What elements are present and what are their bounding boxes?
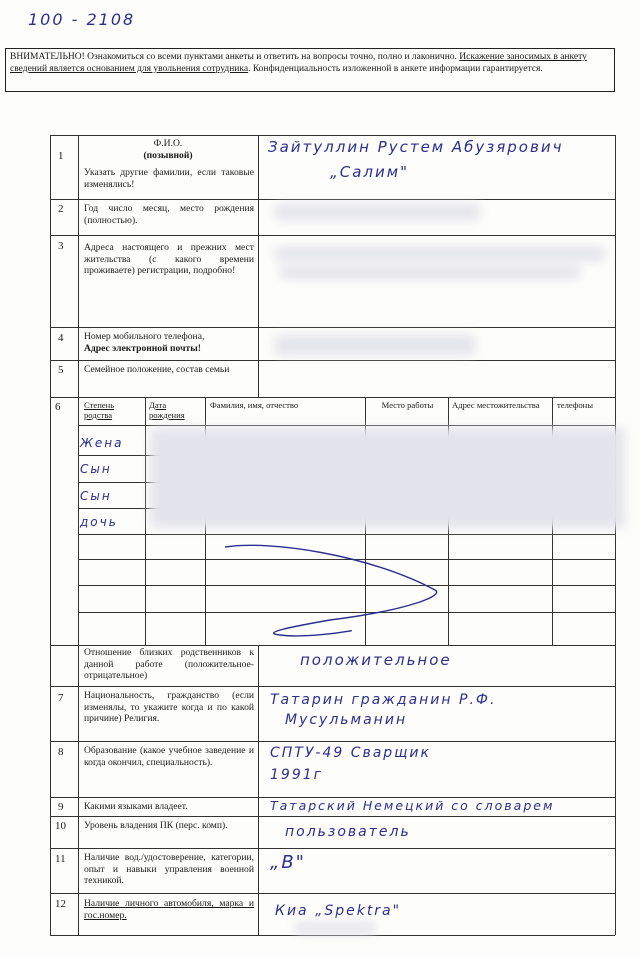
row-1-question: Указать другие фамилии, если таковые изменялись! bbox=[84, 167, 254, 190]
handwritten-header-note: 100 - 2108 bbox=[28, 10, 136, 29]
redacted-block bbox=[295, 922, 375, 934]
row-10-answer: пользователь bbox=[285, 824, 411, 840]
row-9-question: Какими языками владеет. bbox=[84, 801, 188, 812]
row-9-answer: Татарский Немецкий со словарем bbox=[270, 798, 555, 813]
row-7-question: Национальность, гражданство (если изменялы, то укажите когда и по какой причине) Религия. bbox=[84, 690, 254, 724]
notice-text-1: ВНИМАТЕЛЬНО! Ознакомиться со всеми пунктами анкеты и ответить на вопросы точно, полно и лаконично. bbox=[10, 52, 460, 62]
row-7-answer-religion: Мусульманин bbox=[285, 712, 408, 728]
row-number: 7 bbox=[58, 692, 64, 704]
row-5-question: Семейное положение, состав семьи bbox=[84, 364, 230, 375]
family-relation: Сын bbox=[80, 489, 112, 503]
row-number: 8 bbox=[58, 746, 64, 758]
family-header-workplace: Место работы bbox=[381, 400, 434, 410]
row-11-question: Наличие вод./удостоверение, категории, опыт и навыки управления военной техникой. bbox=[84, 852, 254, 886]
family-relation: дочь bbox=[80, 515, 118, 529]
row-1-title: Ф.И.О. (позывной) bbox=[143, 138, 193, 161]
relatives-attitude-question: Отношение близких родственников к данной работе (положительное- отрицательное) bbox=[84, 647, 254, 681]
row-number: 4 bbox=[58, 332, 64, 344]
row-number: 3 bbox=[58, 240, 64, 252]
row-10-question: Уровень владения ПК (перс. комп). bbox=[84, 820, 228, 831]
row-8-question: Образование (какое учебное заведение и когда окончил, специальность). bbox=[84, 745, 254, 768]
relatives-attitude-answer: положительное bbox=[300, 651, 452, 669]
redacted-block bbox=[280, 265, 580, 279]
row-4-question: Номер мобильного телефона, Адрес электронной почты! bbox=[84, 331, 205, 354]
redacted-block bbox=[275, 335, 475, 355]
row-7-answer: Татарин гражданин Р.Ф. bbox=[270, 692, 497, 708]
family-header-name: Фамилия, имя, отчество bbox=[210, 400, 299, 410]
redacted-block bbox=[275, 247, 605, 261]
row-11-answer: „В" bbox=[270, 852, 306, 873]
row-2-question: Год число месяц, место рождения (полностью). bbox=[84, 203, 254, 226]
notice-text-underlined: Искажение заносимых в анкету сведений является основанием для увольнения сотрудника bbox=[10, 52, 587, 74]
family-header-relation: Степень родства bbox=[84, 400, 115, 420]
notice-text-3: . Конфиденциальность изложенной в анкете информации гарантируется. bbox=[248, 64, 543, 74]
strike-scribble bbox=[210, 535, 450, 645]
row-1-answer: Зайтуллин Рустем Абузярович bbox=[268, 138, 564, 156]
notice-box bbox=[5, 48, 615, 92]
row-12-question: Наличие личного автомобиля, марка и гос.номер. bbox=[84, 898, 254, 921]
family-header-birthdate: Дата рождения bbox=[149, 400, 185, 420]
family-relation: Жена bbox=[80, 436, 124, 450]
row-number: 11 bbox=[55, 853, 66, 865]
row-number: 6 bbox=[55, 401, 61, 413]
row-number: 5 bbox=[58, 364, 64, 376]
family-header-address: Адрес местожительства bbox=[452, 400, 540, 410]
row-3-question: Адреса настоящего и прежних мест жительства (с какого времени проживаете) регистрации, подробно! bbox=[84, 242, 254, 276]
row-number: 12 bbox=[55, 898, 66, 910]
row-number: 1 bbox=[58, 150, 64, 162]
row-12-answer: Киа „Spektra" bbox=[275, 903, 402, 919]
row-number: 10 bbox=[55, 820, 66, 832]
row-number: 2 bbox=[58, 203, 64, 215]
row-8-answer: СПТУ-49 Сварщик bbox=[270, 745, 431, 761]
row-number: 9 bbox=[58, 801, 64, 813]
row-1-answer-alias: „Салим" bbox=[330, 163, 409, 181]
family-relation: Сын bbox=[80, 462, 112, 476]
family-header-phones: телефоны bbox=[557, 400, 594, 410]
redacted-block bbox=[275, 204, 480, 220]
redacted-family-block bbox=[150, 428, 625, 528]
row-8-answer-year: 1991г bbox=[270, 767, 323, 783]
